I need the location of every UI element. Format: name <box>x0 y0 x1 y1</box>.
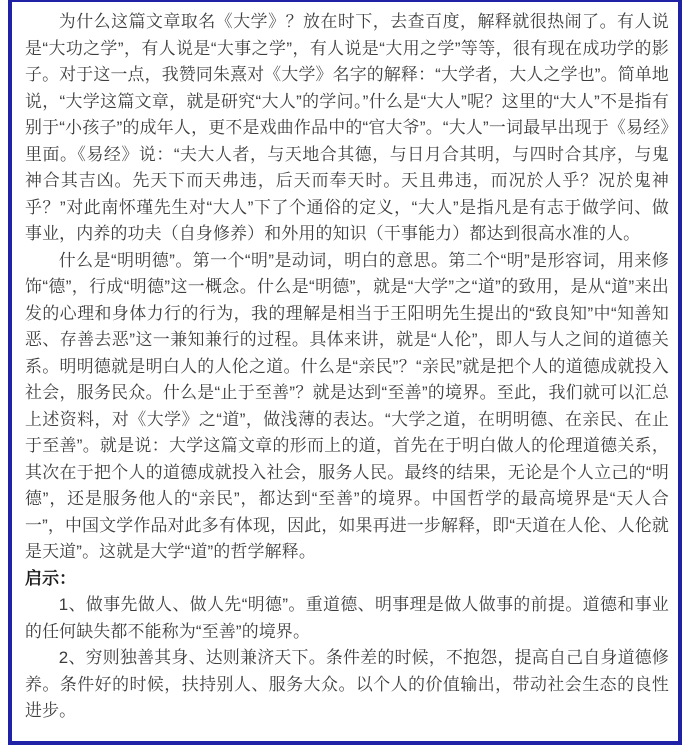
insight-item-1: 1、做事先做人、做人先“明德”。重道德、明事理是做人做事的前提。道德和事业的任何缺失都不能称为“至善”的境界。 <box>25 595 669 641</box>
document-border <box>8 0 682 745</box>
paragraph-mingmingde-analysis: 什么是“明明德”。第一个“明”是动词，明白的意思。第二个“明”是形容词，用来修饰“德”，行成“明德”这一概念。什么是“明德”，就是“大学”之“道”的致用，是从“道”来出发的心理和身体力行的行为，我的理解是相当于王阳明先生提出的“致良知”中“知善知恶、存善去恶”这一兼知兼行的过程。具体来讲，就是“人伦”，即人与人之间的道德关系。明明德就是明白人的人伦之道。什么是“亲民”？“亲民”就是把个人的道德成就投入社会，服务民众。什么是“止于至善”？就是达到“至善”的境界。至此，我们就可以汇总上述资料，对《大学》之“道”，做浅薄的表达。“大学之道，在明明德、在亲民、在止于至善”。就是说：大学这篇文章的形而上的道，首先在于明白做人的伦理道德关系，其次在于把个人的道德成就投入社会，服务人民。最终的结果，无论是个人立己的“明德”，还是服务他人的“亲民”，都达到“至善”的境界。中国哲学的最高境界是“天人合一”，中国文学作品对此多有体现，因此，如果再进一步解释，即“天道在人伦、人伦就是天道”。这就是大学“道”的哲学解释。 <box>25 250 669 561</box>
article-body <box>25 9 669 725</box>
insights-heading: 启示： <box>25 568 77 588</box>
paragraph-title-discussion: 为什么这篇文章取名《大学》？放在时下，去查百度，解释就很热闹了。有人说是“大功之学”，有人说是“大事之学”，有人说是“大用之学”等等，很有现在成功学的影子。对于这一点，我赞同朱熹对《大学》名字的解释：“大学者，大人之学也”。简单地说，“大学这篇文章，就是研究“大人”的学问。”什么是“大人”呢？这里的“大人”不是指有别于“小孩子”的成年人，更不是戏曲作品中的“官大爷”。“大人”一词最早出现于《易经》里面。《易经》说：“夫大人者，与天地合其德，与日月合其明，与四时合其序，与鬼神合其吉凶。先天下而天弗违，后天而奉天时。天且弗违，而况於人乎？况於鬼神乎？”对此南怀瑾先生对“大人”下了个通俗的定义，“大人”是指凡是有志于做学问、做事业，内养的功夫（自身修养）和外用的知识（干事能力）都达到很高水准的人。 <box>25 12 669 243</box>
insight-item-2: 2、穷则独善其身、达则兼济天下。条件差的时候，不抱怨，提高自己自身道德修养。条件好的时候，扶持别人、服务大众。以个人的价值输出，带动社会生态的良性进步。 <box>25 648 669 720</box>
